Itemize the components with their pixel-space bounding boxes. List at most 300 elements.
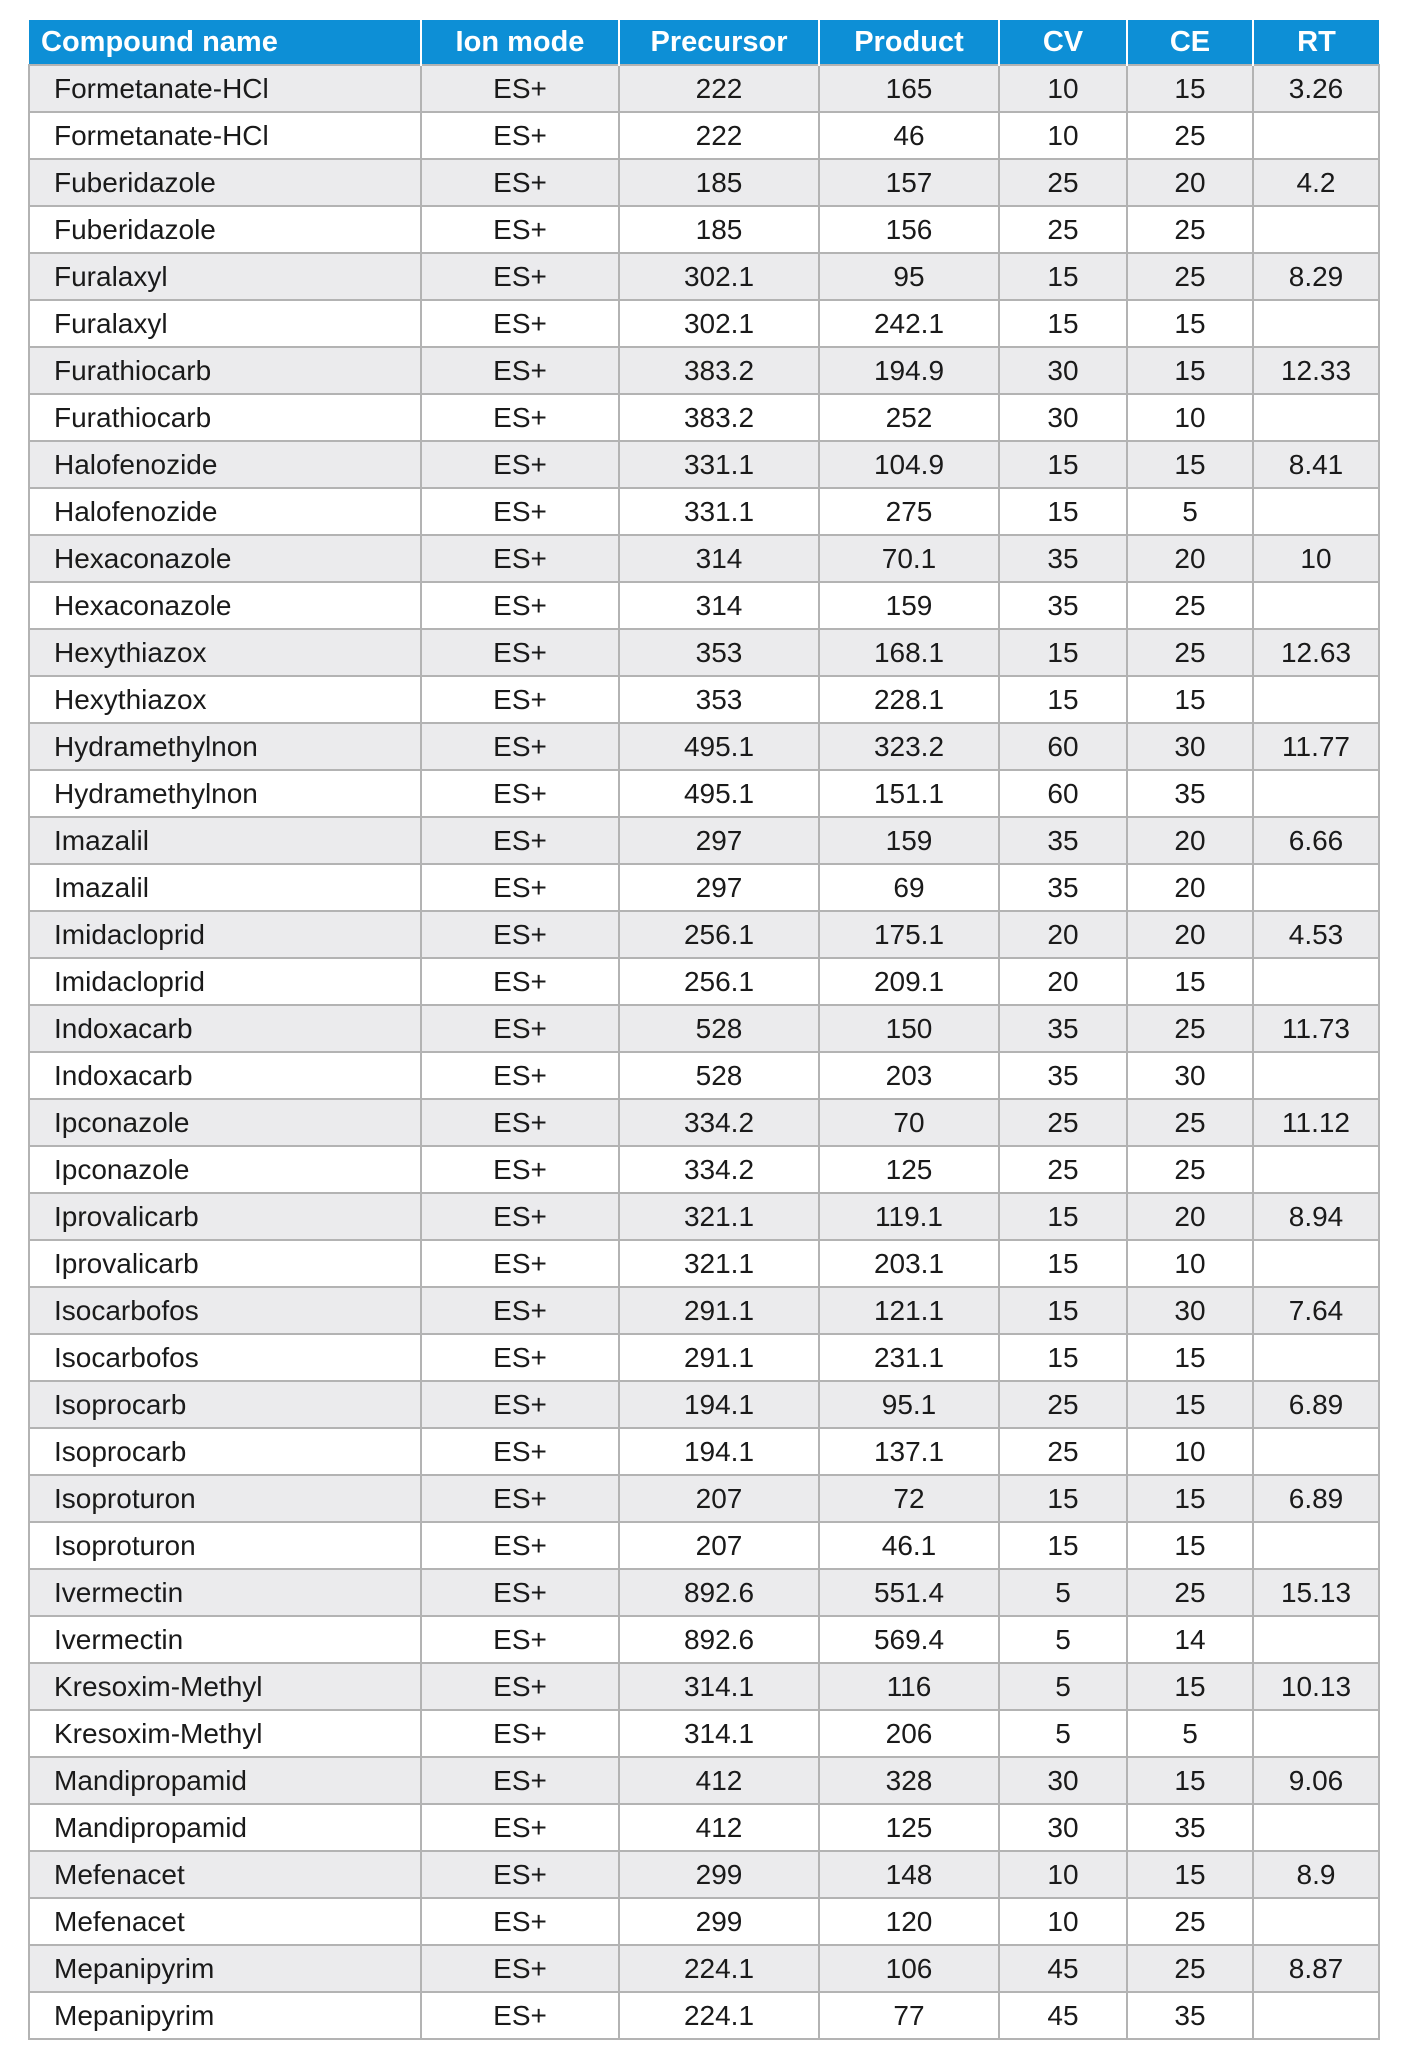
cell-compound-name: Ipconazole [29, 1146, 421, 1193]
cell-cv: 35 [999, 535, 1127, 582]
cell-product: 125 [819, 1804, 999, 1851]
cell-ce: 15 [1127, 1851, 1253, 1898]
cell-ion-mode: ES+ [421, 535, 619, 582]
cell-precursor: 291.1 [619, 1287, 819, 1334]
cell-ce: 5 [1127, 488, 1253, 535]
cell-compound-name: Hydramethylnon [29, 723, 421, 770]
cell-cv: 10 [999, 1898, 1127, 1945]
cell-product: 165 [819, 65, 999, 112]
cell-ion-mode: ES+ [421, 488, 619, 535]
cell-compound-name: Fuberidazole [29, 159, 421, 206]
cell-precursor: 302.1 [619, 253, 819, 300]
cell-ion-mode: ES+ [421, 1005, 619, 1052]
cell-rt: 11.12 [1253, 1099, 1379, 1146]
cell-product: 95 [819, 253, 999, 300]
cell-ce: 15 [1127, 676, 1253, 723]
cell-ce: 20 [1127, 535, 1253, 582]
cell-precursor: 353 [619, 629, 819, 676]
cell-cv: 30 [999, 1757, 1127, 1804]
cell-ion-mode: ES+ [421, 582, 619, 629]
table-row [29, 1851, 1379, 1898]
cell-precursor: 291.1 [619, 1334, 819, 1381]
table-row [29, 300, 1379, 347]
cell-rt: 7.64 [1253, 1287, 1379, 1334]
cell-ion-mode: ES+ [421, 1146, 619, 1193]
cell-precursor: 412 [619, 1804, 819, 1851]
header-precursor: Precursor [619, 20, 819, 65]
cell-precursor: 297 [619, 864, 819, 911]
cell-product: 551.4 [819, 1569, 999, 1616]
cell-product: 203.1 [819, 1240, 999, 1287]
cell-rt [1253, 1428, 1379, 1475]
cell-ce: 35 [1127, 1992, 1253, 2039]
cell-rt: 6.89 [1253, 1475, 1379, 1522]
table-row [29, 723, 1379, 770]
cell-compound-name: Hydramethylnon [29, 770, 421, 817]
cell-rt: 4.2 [1253, 159, 1379, 206]
cell-ion-mode: ES+ [421, 1851, 619, 1898]
cell-ce: 20 [1127, 911, 1253, 958]
cell-rt: 8.94 [1253, 1193, 1379, 1240]
cell-ion-mode: ES+ [421, 723, 619, 770]
cell-compound-name: Imidacloprid [29, 911, 421, 958]
cell-rt: 9.06 [1253, 1757, 1379, 1804]
cell-product: 72 [819, 1475, 999, 1522]
cell-precursor: 353 [619, 676, 819, 723]
table-row [29, 206, 1379, 253]
cell-ce: 25 [1127, 1005, 1253, 1052]
cell-precursor: 314 [619, 582, 819, 629]
cell-rt: 8.9 [1253, 1851, 1379, 1898]
cell-ion-mode: ES+ [421, 770, 619, 817]
cell-product: 175.1 [819, 911, 999, 958]
cell-precursor: 224.1 [619, 1945, 819, 1992]
cell-ce: 25 [1127, 629, 1253, 676]
cell-ion-mode: ES+ [421, 1240, 619, 1287]
cell-compound-name: Hexythiazox [29, 629, 421, 676]
table-row [29, 441, 1379, 488]
cell-rt [1253, 1146, 1379, 1193]
cell-ce: 10 [1127, 1240, 1253, 1287]
cell-ion-mode: ES+ [421, 1616, 619, 1663]
cell-cv: 35 [999, 582, 1127, 629]
cell-product: 106 [819, 1945, 999, 1992]
cell-ion-mode: ES+ [421, 911, 619, 958]
cell-ce: 15 [1127, 65, 1253, 112]
cell-product: 125 [819, 1146, 999, 1193]
cell-product: 148 [819, 1851, 999, 1898]
cell-cv: 10 [999, 65, 1127, 112]
cell-product: 70.1 [819, 535, 999, 582]
cell-ion-mode: ES+ [421, 300, 619, 347]
cell-precursor: 528 [619, 1052, 819, 1099]
cell-cv: 25 [999, 1428, 1127, 1475]
cell-compound-name: Imazalil [29, 864, 421, 911]
cell-ion-mode: ES+ [421, 1334, 619, 1381]
cell-cv: 25 [999, 1381, 1127, 1428]
cell-compound-name: Iprovalicarb [29, 1240, 421, 1287]
cell-product: 194.9 [819, 347, 999, 394]
cell-compound-name: Indoxacarb [29, 1005, 421, 1052]
cell-cv: 25 [999, 159, 1127, 206]
mrm-parameters-table [28, 20, 1380, 2040]
cell-compound-name: Mefenacet [29, 1851, 421, 1898]
cell-ce: 15 [1127, 1663, 1253, 1710]
cell-rt [1253, 1522, 1379, 1569]
cell-cv: 35 [999, 817, 1127, 864]
table-row [29, 1099, 1379, 1146]
table-row [29, 1475, 1379, 1522]
cell-rt [1253, 488, 1379, 535]
table-row [29, 1146, 1379, 1193]
cell-precursor: 299 [619, 1851, 819, 1898]
cell-compound-name: Isocarbofos [29, 1287, 421, 1334]
cell-ce: 25 [1127, 582, 1253, 629]
cell-ion-mode: ES+ [421, 958, 619, 1005]
cell-product: 121.1 [819, 1287, 999, 1334]
cell-ion-mode: ES+ [421, 441, 619, 488]
cell-precursor: 495.1 [619, 723, 819, 770]
cell-compound-name: Imazalil [29, 817, 421, 864]
table-body [29, 65, 1379, 2039]
cell-product: 119.1 [819, 1193, 999, 1240]
cell-cv: 30 [999, 347, 1127, 394]
cell-ce: 20 [1127, 864, 1253, 911]
cell-precursor: 331.1 [619, 488, 819, 535]
table-row [29, 159, 1379, 206]
cell-rt: 12.33 [1253, 347, 1379, 394]
cell-product: 151.1 [819, 770, 999, 817]
cell-cv: 10 [999, 1851, 1127, 1898]
cell-ce: 15 [1127, 1381, 1253, 1428]
cell-ce: 15 [1127, 347, 1253, 394]
cell-ion-mode: ES+ [421, 1569, 619, 1616]
cell-ion-mode: ES+ [421, 1992, 619, 2039]
cell-ce: 25 [1127, 1099, 1253, 1146]
cell-cv: 30 [999, 394, 1127, 441]
cell-compound-name: Isoproturon [29, 1522, 421, 1569]
cell-compound-name: Isoproturon [29, 1475, 421, 1522]
table-row [29, 1898, 1379, 1945]
cell-precursor: 383.2 [619, 347, 819, 394]
cell-rt [1253, 1240, 1379, 1287]
table-row [29, 1945, 1379, 1992]
cell-ce: 15 [1127, 441, 1253, 488]
cell-precursor: 892.6 [619, 1569, 819, 1616]
cell-ce: 15 [1127, 1475, 1253, 1522]
cell-ion-mode: ES+ [421, 347, 619, 394]
cell-ion-mode: ES+ [421, 206, 619, 253]
cell-product: 569.4 [819, 1616, 999, 1663]
cell-rt [1253, 394, 1379, 441]
cell-product: 168.1 [819, 629, 999, 676]
table-row [29, 112, 1379, 159]
cell-rt: 4.53 [1253, 911, 1379, 958]
cell-precursor: 314 [619, 535, 819, 582]
cell-ce: 35 [1127, 770, 1253, 817]
cell-ce: 25 [1127, 253, 1253, 300]
cell-compound-name: Formetanate-HCl [29, 65, 421, 112]
cell-product: 46 [819, 112, 999, 159]
cell-cv: 15 [999, 1240, 1127, 1287]
cell-precursor: 194.1 [619, 1428, 819, 1475]
cell-ion-mode: ES+ [421, 65, 619, 112]
cell-precursor: 299 [619, 1898, 819, 1945]
cell-rt [1253, 1334, 1379, 1381]
header-cv: CV [999, 20, 1127, 65]
cell-ce: 14 [1127, 1616, 1253, 1663]
cell-product: 77 [819, 1992, 999, 2039]
cell-cv: 25 [999, 1099, 1127, 1146]
cell-compound-name: Mefenacet [29, 1898, 421, 1945]
table-row [29, 1381, 1379, 1428]
cell-product: 156 [819, 206, 999, 253]
cell-precursor: 334.2 [619, 1099, 819, 1146]
cell-precursor: 222 [619, 112, 819, 159]
cell-cv: 15 [999, 253, 1127, 300]
cell-product: 104.9 [819, 441, 999, 488]
cell-cv: 15 [999, 1334, 1127, 1381]
table-row [29, 582, 1379, 629]
cell-ion-mode: ES+ [421, 629, 619, 676]
cell-compound-name: Hexaconazole [29, 582, 421, 629]
cell-ce: 30 [1127, 1052, 1253, 1099]
cell-rt: 8.87 [1253, 1945, 1379, 1992]
cell-product: 159 [819, 817, 999, 864]
cell-rt: 11.77 [1253, 723, 1379, 770]
cell-compound-name: Halofenozide [29, 488, 421, 535]
cell-rt [1253, 864, 1379, 911]
table-row [29, 911, 1379, 958]
table-row [29, 535, 1379, 582]
cell-rt: 11.73 [1253, 1005, 1379, 1052]
cell-compound-name: Ivermectin [29, 1616, 421, 1663]
cell-product: 242.1 [819, 300, 999, 347]
cell-precursor: 321.1 [619, 1240, 819, 1287]
cell-compound-name: Halofenozide [29, 441, 421, 488]
table-row [29, 253, 1379, 300]
cell-precursor: 256.1 [619, 958, 819, 1005]
cell-ion-mode: ES+ [421, 1381, 619, 1428]
cell-cv: 35 [999, 1052, 1127, 1099]
cell-cv: 15 [999, 629, 1127, 676]
header-product: Product [819, 20, 999, 65]
cell-cv: 15 [999, 676, 1127, 723]
table-row [29, 770, 1379, 817]
table-row [29, 817, 1379, 864]
cell-cv: 5 [999, 1663, 1127, 1710]
cell-rt: 3.26 [1253, 65, 1379, 112]
table-row [29, 394, 1379, 441]
cell-ion-mode: ES+ [421, 394, 619, 441]
cell-product: 95.1 [819, 1381, 999, 1428]
cell-ce: 35 [1127, 1804, 1253, 1851]
mrm-parameters-table-container [28, 20, 1378, 2040]
cell-compound-name: Isoprocarb [29, 1381, 421, 1428]
cell-product: 120 [819, 1898, 999, 1945]
cell-ion-mode: ES+ [421, 817, 619, 864]
cell-product: 231.1 [819, 1334, 999, 1381]
cell-cv: 10 [999, 112, 1127, 159]
cell-compound-name: Mandipropamid [29, 1804, 421, 1851]
cell-precursor: 207 [619, 1522, 819, 1569]
table-row [29, 347, 1379, 394]
cell-cv: 15 [999, 1287, 1127, 1334]
cell-product: 203 [819, 1052, 999, 1099]
cell-ion-mode: ES+ [421, 1898, 619, 1945]
cell-cv: 15 [999, 488, 1127, 535]
cell-rt [1253, 770, 1379, 817]
cell-compound-name: Ipconazole [29, 1099, 421, 1146]
cell-compound-name: Fuberidazole [29, 206, 421, 253]
cell-cv: 15 [999, 300, 1127, 347]
cell-ce: 15 [1127, 1757, 1253, 1804]
cell-precursor: 495.1 [619, 770, 819, 817]
cell-product: 69 [819, 864, 999, 911]
cell-ion-mode: ES+ [421, 1193, 619, 1240]
cell-product: 70 [819, 1099, 999, 1146]
cell-cv: 25 [999, 206, 1127, 253]
table-row [29, 629, 1379, 676]
cell-ion-mode: ES+ [421, 1945, 619, 1992]
cell-rt: 8.41 [1253, 441, 1379, 488]
cell-cv: 60 [999, 770, 1127, 817]
cell-cv: 15 [999, 1522, 1127, 1569]
table-row [29, 65, 1379, 112]
cell-ce: 25 [1127, 1898, 1253, 1945]
cell-cv: 35 [999, 864, 1127, 911]
cell-ion-mode: ES+ [421, 159, 619, 206]
cell-rt [1253, 1898, 1379, 1945]
table-row [29, 864, 1379, 911]
cell-precursor: 334.2 [619, 1146, 819, 1193]
cell-precursor: 331.1 [619, 441, 819, 488]
cell-ce: 15 [1127, 1334, 1253, 1381]
table-header [29, 20, 1379, 65]
cell-rt [1253, 1992, 1379, 2039]
cell-precursor: 321.1 [619, 1193, 819, 1240]
cell-rt [1253, 1052, 1379, 1099]
table-row [29, 1193, 1379, 1240]
header-ce: CE [1127, 20, 1253, 65]
cell-product: 137.1 [819, 1428, 999, 1475]
cell-ce: 5 [1127, 1710, 1253, 1757]
cell-ion-mode: ES+ [421, 1428, 619, 1475]
cell-precursor: 224.1 [619, 1992, 819, 2039]
cell-compound-name: Furalaxyl [29, 300, 421, 347]
cell-rt [1253, 300, 1379, 347]
cell-compound-name: Furathiocarb [29, 347, 421, 394]
cell-cv: 45 [999, 1992, 1127, 2039]
cell-rt [1253, 958, 1379, 1005]
table-row [29, 1005, 1379, 1052]
cell-compound-name: Mandipropamid [29, 1757, 421, 1804]
table-row [29, 1052, 1379, 1099]
cell-cv: 35 [999, 1005, 1127, 1052]
cell-precursor: 194.1 [619, 1381, 819, 1428]
cell-ion-mode: ES+ [421, 1287, 619, 1334]
cell-ion-mode: ES+ [421, 1475, 619, 1522]
table-row [29, 958, 1379, 1005]
cell-precursor: 222 [619, 65, 819, 112]
table-row [29, 1240, 1379, 1287]
cell-precursor: 314.1 [619, 1663, 819, 1710]
cell-cv: 5 [999, 1569, 1127, 1616]
cell-compound-name: Imidacloprid [29, 958, 421, 1005]
cell-ce: 15 [1127, 300, 1253, 347]
cell-ion-mode: ES+ [421, 1804, 619, 1851]
cell-ion-mode: ES+ [421, 253, 619, 300]
cell-rt: 8.29 [1253, 253, 1379, 300]
cell-ce: 20 [1127, 1193, 1253, 1240]
cell-rt: 12.63 [1253, 629, 1379, 676]
cell-cv: 5 [999, 1710, 1127, 1757]
cell-ion-mode: ES+ [421, 112, 619, 159]
cell-ce: 10 [1127, 394, 1253, 441]
cell-ce: 20 [1127, 159, 1253, 206]
cell-rt: 6.89 [1253, 1381, 1379, 1428]
cell-compound-name: Furathiocarb [29, 394, 421, 441]
table-row [29, 1569, 1379, 1616]
cell-precursor: 314.1 [619, 1710, 819, 1757]
cell-ion-mode: ES+ [421, 1099, 619, 1146]
cell-compound-name: Isocarbofos [29, 1334, 421, 1381]
cell-cv: 60 [999, 723, 1127, 770]
cell-rt: 15.13 [1253, 1569, 1379, 1616]
cell-cv: 25 [999, 1146, 1127, 1193]
cell-rt: 6.66 [1253, 817, 1379, 864]
cell-precursor: 185 [619, 206, 819, 253]
cell-product: 206 [819, 1710, 999, 1757]
cell-ce: 25 [1127, 112, 1253, 159]
cell-ion-mode: ES+ [421, 864, 619, 911]
cell-compound-name: Hexythiazox [29, 676, 421, 723]
cell-cv: 30 [999, 1804, 1127, 1851]
cell-ce: 10 [1127, 1428, 1253, 1475]
cell-ce: 15 [1127, 1522, 1253, 1569]
header-rt: RT [1253, 20, 1379, 65]
table-row [29, 1616, 1379, 1663]
cell-ion-mode: ES+ [421, 1757, 619, 1804]
cell-ce: 30 [1127, 723, 1253, 770]
table-row [29, 1334, 1379, 1381]
cell-ce: 15 [1127, 958, 1253, 1005]
cell-cv: 20 [999, 911, 1127, 958]
cell-compound-name: Formetanate-HCl [29, 112, 421, 159]
cell-rt [1253, 1710, 1379, 1757]
cell-ce: 20 [1127, 817, 1253, 864]
cell-product: 157 [819, 159, 999, 206]
table-row [29, 1663, 1379, 1710]
cell-rt [1253, 582, 1379, 629]
cell-rt: 10.13 [1253, 1663, 1379, 1710]
cell-ion-mode: ES+ [421, 1052, 619, 1099]
cell-rt [1253, 112, 1379, 159]
cell-compound-name: Isoprocarb [29, 1428, 421, 1475]
table-row [29, 1757, 1379, 1804]
cell-ce: 30 [1127, 1287, 1253, 1334]
cell-precursor: 528 [619, 1005, 819, 1052]
cell-product: 209.1 [819, 958, 999, 1005]
table-row [29, 1522, 1379, 1569]
cell-cv: 5 [999, 1616, 1127, 1663]
cell-cv: 15 [999, 441, 1127, 488]
cell-compound-name: Furalaxyl [29, 253, 421, 300]
cell-product: 159 [819, 582, 999, 629]
cell-ce: 25 [1127, 1569, 1253, 1616]
cell-product: 228.1 [819, 676, 999, 723]
cell-compound-name: Hexaconazole [29, 535, 421, 582]
